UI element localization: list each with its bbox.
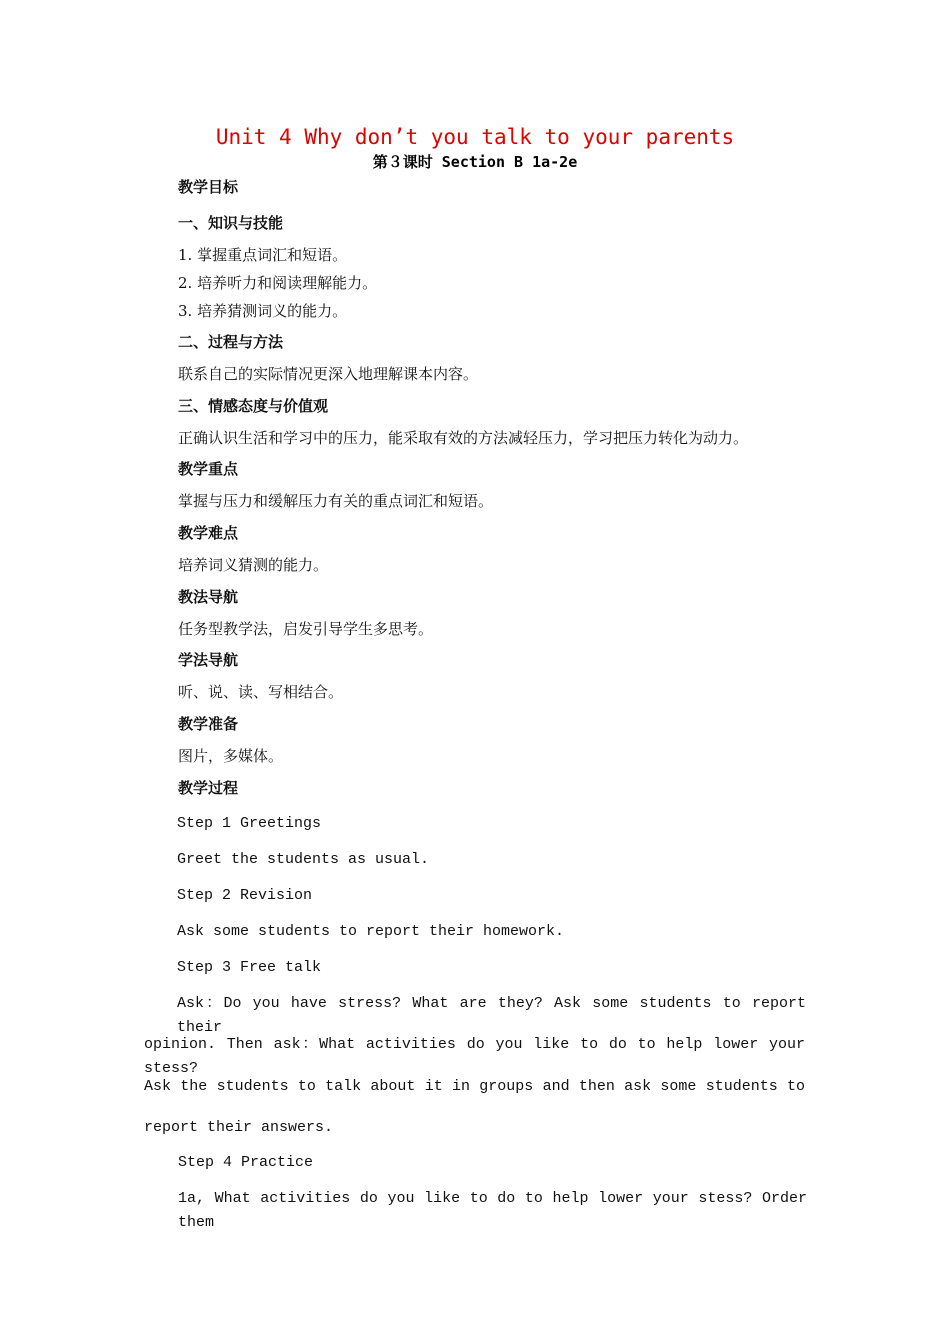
heading-difficulties: 教学难点 (178, 524, 239, 542)
difficulties-text: 培养词义猜测的能力。 (178, 556, 329, 574)
step-4-title: Step 4 Practice (178, 1154, 314, 1171)
key-points-text: 掌握与压力和缓解压力有关的重点词汇和短语。 (178, 492, 494, 510)
heading-key-points: 教学重点 (178, 460, 239, 478)
goal-item-2: 2. 培养听力和阅读理解能力。 (178, 274, 378, 292)
step-3-text-line-2: opinion. Then ask：What activities do you like to do to help lower your stess? (144, 1036, 805, 1077)
step-3-text-line-3: Ask the students to talk about it in groups and then ask some students to (144, 1078, 805, 1095)
heading-learning-method: 学法导航 (178, 651, 239, 669)
goal-item-3: 3. 培养猜测词义的能力。 (178, 302, 348, 320)
step-4-text: 1a, What activities do you like to do to help lower your stess? Order them (178, 1190, 807, 1231)
attitude-values-text: 正确认识生活和学习中的压力，能采取有效的方法减轻压力，学习把压力转化为动力。 (178, 429, 749, 447)
step-3-title: Step 3 Free talk (177, 959, 322, 976)
step-3-text-line-4: report their answers. (144, 1119, 334, 1136)
process-methods-text: 联系自己的实际情况更深入地理解课本内容。 (178, 365, 479, 383)
learning-method-text: 听、说、读、写相结合。 (178, 683, 344, 701)
lesson-subtitle: 第３课时 Section B 1a-2e (372, 153, 578, 171)
heading-teaching-goals: 教学目标 (178, 178, 239, 196)
heading-knowledge-skills: 一、知识与技能 (178, 214, 284, 232)
step-2-title: Step 2 Revision (177, 887, 313, 904)
step-2-text: Ask some students to report their homework. (177, 923, 565, 940)
step-1-title: Step 1 Greetings (177, 815, 322, 832)
preparation-text: 图片，多媒体。 (178, 747, 284, 765)
step-3-text-line-1: Ask：Do you have stress? What are they? Ask some students to report their (177, 995, 806, 1036)
heading-teaching-process: 教学过程 (178, 779, 239, 797)
heading-attitude-values: 三、情感态度与价值观 (178, 397, 329, 415)
heading-process-methods: 二、过程与方法 (178, 333, 284, 351)
goal-item-1: 1. 掌握重点词汇和短语。 (178, 246, 348, 264)
step-1-text: Greet the students as usual. (177, 851, 430, 868)
heading-teaching-method: 教法导航 (178, 588, 239, 606)
heading-preparation: 教学准备 (178, 715, 239, 733)
document-title: Unit 4 Why don’t you talk to your parents (215, 125, 735, 149)
teaching-method-text: 任务型教学法，启发引导学生多思考。 (178, 620, 434, 638)
